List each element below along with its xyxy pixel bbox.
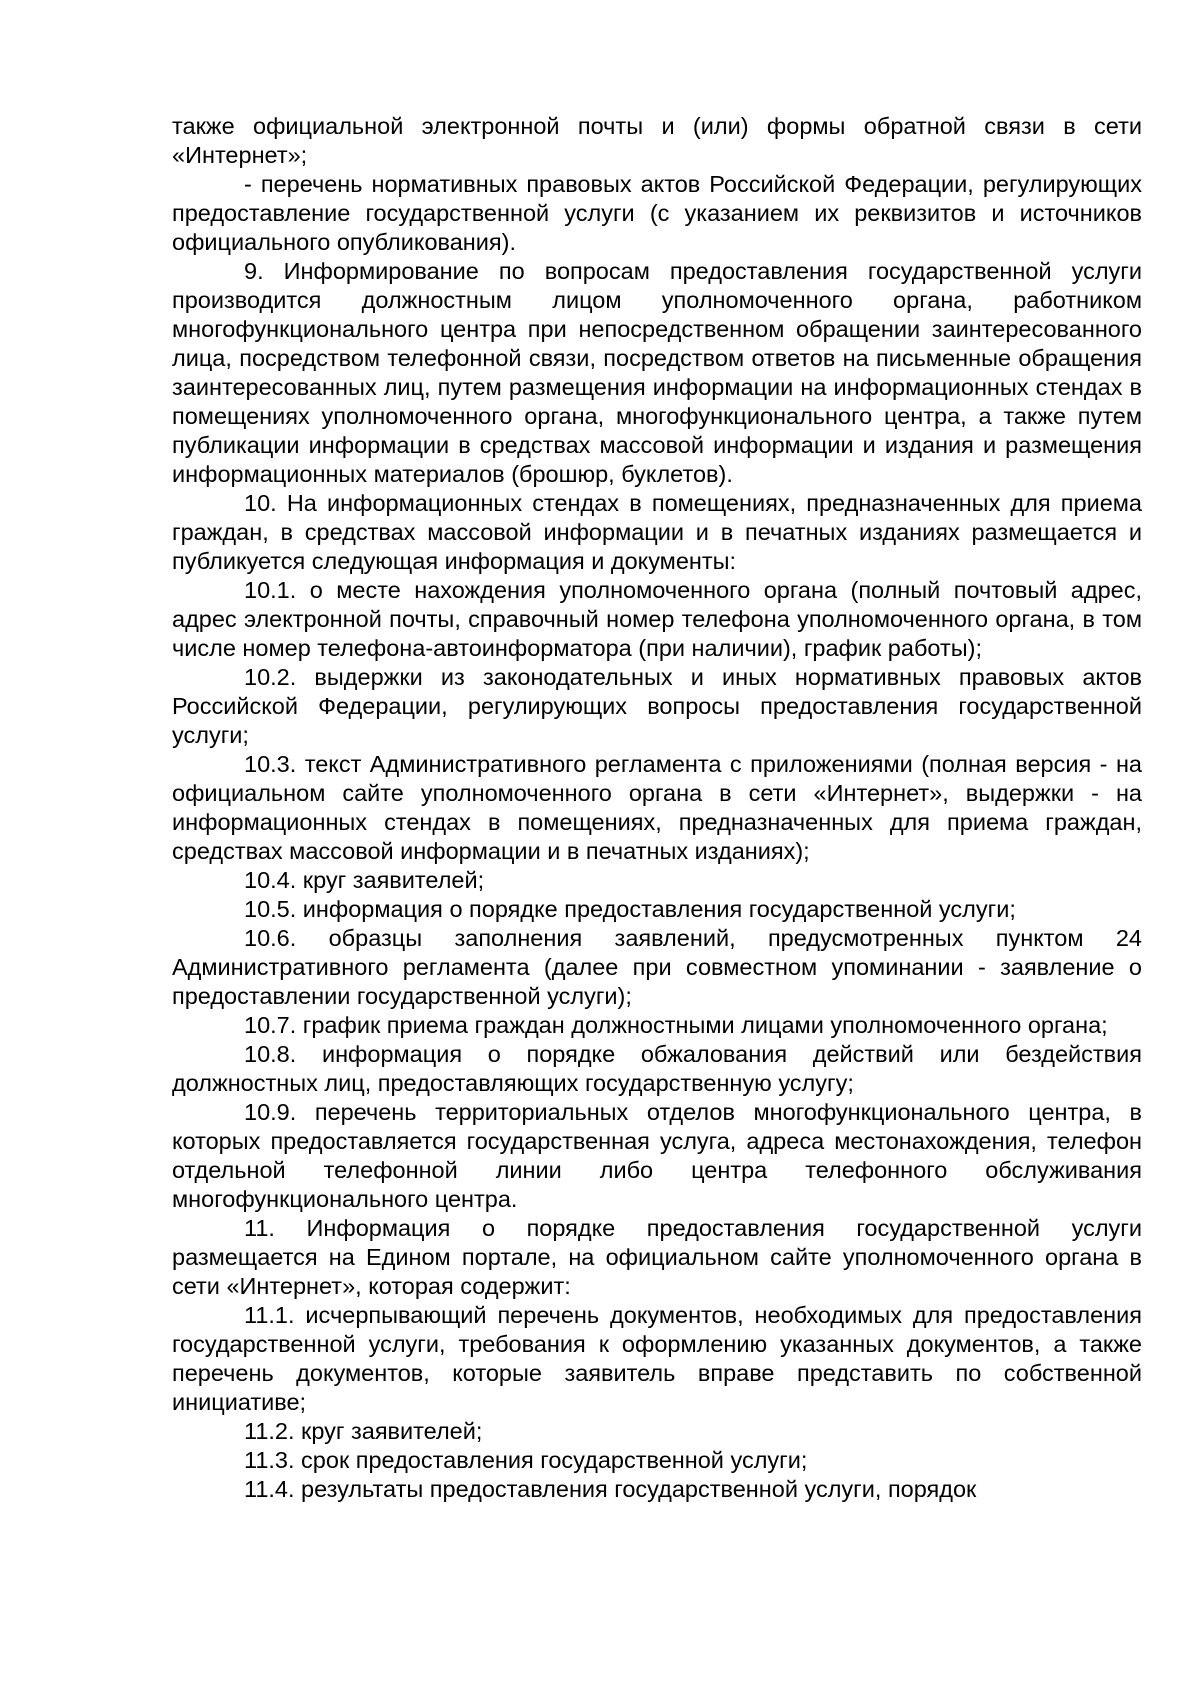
paragraph: 11. Информация о порядке предоставления государственной услуги размещается на Едином портале, на официальном сайте уполномоченного органа в сети «Интернет», которая содержит:	[172, 1215, 1142, 1299]
paragraph: 9. Информирование по вопросам предоставления государственной услуги производится должностным лицом уполномоченного органа, работником многофункционального центра при непосредственном обращении заинтересованного лица, посредством телефонной связи, посредством ответов на письменные обращения заинтересованных лиц, путем размещения информации на информационных стендах в помещениях уполномоченного органа, многофункционального центра, а также путем публикации информации в средствах массовой информации и издания и размещения информационных материалов (брошюр, буклетов).	[172, 258, 1142, 487]
paragraph: 10.7. график приема граждан должностными лицами уполномоченного органа;	[244, 1012, 1108, 1038]
paragraph: 10.4. круг заявителей;	[244, 867, 485, 893]
paragraph: 11.1. исчерпывающий перечень документов, необходимых для предоставления государственной услуги, требования к оформлению указанных документов, а также перечень документов, которые заявитель вправе представить по собственной инициативе;	[172, 1302, 1142, 1415]
paragraph: 10.3. текст Административного регламента с приложениями (полная версия - на официальном сайте уполномоченного органа в сети «Интернет», выдержки - на информационных стендах в помещениях, предназначенных для приема граждан, средствах массовой информации и в печатных изданиях);	[172, 751, 1142, 864]
paragraph: 10.6. образцы заполнения заявлений, предусмотренных пунктом 24 Административного регламента (далее при совместном упоминании - заявление о предоставлении государственной услуги);	[172, 925, 1142, 1009]
paragraph: 10.2. выдержки из законодательных и иных нормативных правовых актов Российской Федерации, регулирующих вопросы предоставления государственной услуги;	[172, 664, 1142, 748]
paragraph: 10. На информационных стендах в помещениях, предназначенных для приема граждан, в средствах массовой информации и в печатных изданиях размещается и публикуется следующая информация и документы:	[172, 490, 1142, 574]
paragraph: 10.8. информация о порядке обжалования действий или бездействия должностных лиц, предоставляющих государственную услугу;	[172, 1041, 1142, 1096]
paragraph: - перечень нормативных правовых актов Российской Федерации, регулирующих предоставление государственной услуги (с указанием их реквизитов и источников официального опубликования).	[172, 171, 1142, 255]
paragraph: 10.9. перечень территориальных отделов многофункционального центра, в которых предоставляется государственная услуга, адреса местонахождения, телефон отдельной телефонной линии либо центра телефонного обслуживания многофункционального центра.	[172, 1099, 1142, 1212]
paragraph: 11.2. круг заявителей;	[244, 1418, 483, 1444]
paragraph: также официальной электронной почты и (или) формы обратной связи в сети «Интернет»;	[172, 113, 1142, 168]
paragraph: 10.1. о месте нахождения уполномоченного органа (полный почтовый адрес, адрес электронной почты, справочный номер телефона уполномоченного органа, в том числе номер телефона-автоинформатора (при наличии), график работы);	[172, 577, 1142, 661]
paragraph: 10.5. информация о порядке предоставления государственной услуги;	[244, 896, 1016, 922]
paragraph: 11.3. срок предоставления государственной услуги;	[244, 1447, 808, 1473]
paragraph: 11.4. результаты предоставления государственной услуги, порядок	[244, 1476, 977, 1502]
document-page	[172, 112, 1142, 1504]
